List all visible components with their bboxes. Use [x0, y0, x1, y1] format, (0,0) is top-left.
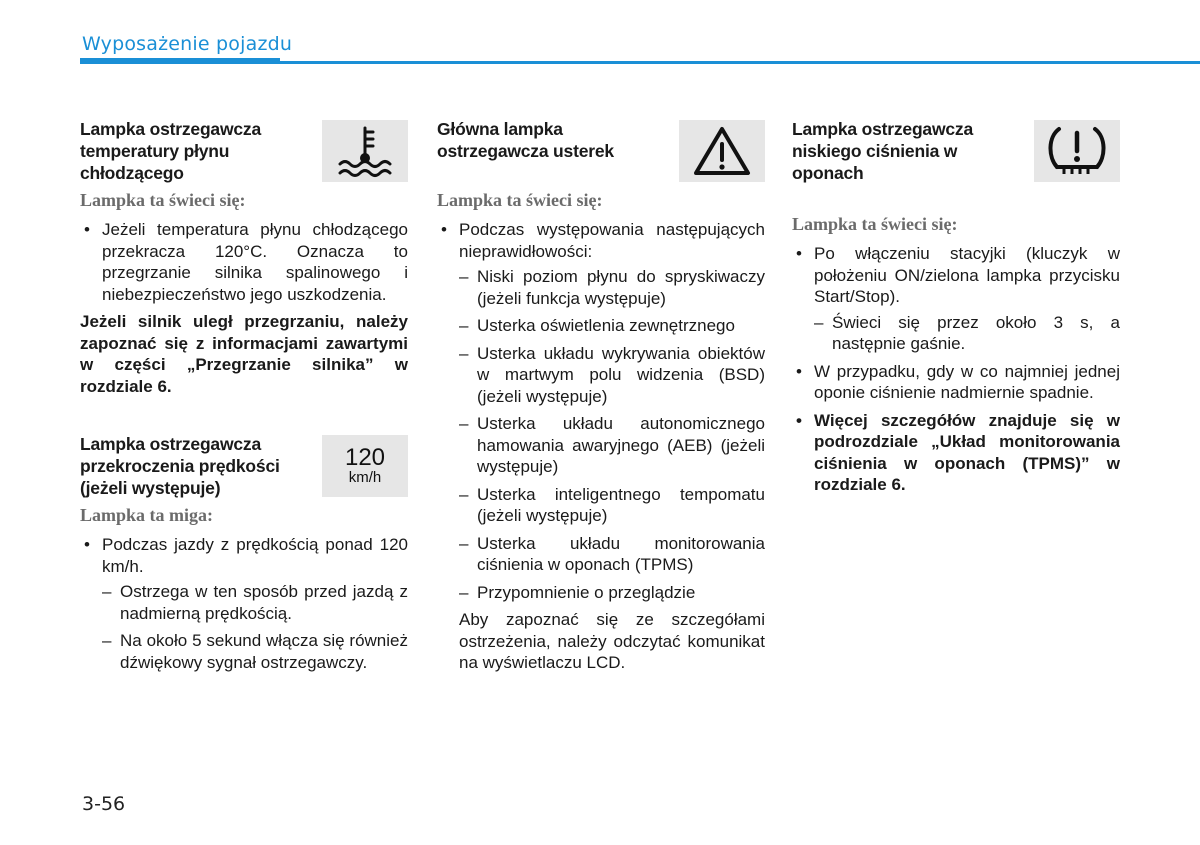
tpms-bullet-1-text: Po włączeniu stacyjki (kluczyk w położeniu ON/zielona lampka przycisku Start/Stop). [814, 244, 1120, 306]
coolant-section-title: Lampka ostrzegawcza temperatury płynu chłodzącego [80, 119, 261, 183]
column-3 [792, 118, 1120, 502]
tpms-bullet-1 [792, 243, 1120, 355]
master-warning-title: Główna lampka ostrzegawcza usterek [437, 119, 614, 161]
master-warning-bullet-text: Podczas występowania następujących nieprawidłowości: [459, 220, 765, 261]
master-warning-subhead: Lampka ta świeci się: [437, 190, 603, 210]
column-1 [80, 118, 408, 679]
master-warning-dash-5: – Usterka inteligentnego tempomatu (jeżeli występuje) [459, 484, 765, 527]
overspeed-icon-number: 120 [344, 444, 386, 471]
overspeed-dash-2: – Na około 5 sekund włącza się również dźwiękowy sygnał ostrzegawczy. [102, 630, 408, 673]
master-warning-dash-1: – Niski poziom płynu do spryskiwaczy (jeżeli funkcja występuje) [459, 266, 765, 309]
page-number: 3-56 [82, 793, 126, 815]
section-header-title: Wyposażenie pojazdu [82, 33, 293, 55]
master-warning-section-header [437, 118, 765, 182]
tpms-section-header [792, 118, 1120, 206]
header-rule-accent [80, 58, 280, 64]
overspeed-bullet [80, 534, 408, 673]
master-warning-dash-7: – Przypomnienie o przeglądzie [459, 582, 765, 604]
coolant-bullet: • Jeżeli temperatura płynu chłodzącego przekracza 120°C. Oznacza to przegrzanie silnika spalinowego i niebezpieczeństwo jego uszkodzenia. [80, 219, 408, 305]
coolant-bold-note: Jeżeli silnik uległ przegrzaniu, należy zapoznać się z informacjami zawartymi w części „Przegrzanie silnika” w rozdziale 6. [80, 312, 408, 396]
overspeed-subhead: Lampka ta miga: [80, 505, 214, 525]
tpms-section-title: Lampka ostrzegawcza niskiego ciśnienia w oponach [792, 119, 973, 183]
coolant-section-header [80, 118, 408, 184]
master-warning-bullet [437, 219, 765, 603]
overspeed-section-header [80, 433, 408, 499]
column-2 [437, 118, 765, 674]
overspeed-icon-unit: km/h [348, 469, 382, 486]
warning-triangle-icon [679, 120, 765, 182]
overspeed-dash-1: – Ostrzega w ten sposób przed jazdą z nadmierną prędkością. [102, 581, 408, 624]
tpms-subhead: Lampka ta świeci się: [792, 214, 958, 234]
master-warning-dash-2: – Usterka oświetlenia zewnętrznego [459, 315, 765, 337]
tpms-dash-1: – Świeci się przez około 3 s, a następnie gaśnie. [814, 312, 1120, 355]
tire-pressure-icon [1034, 120, 1120, 182]
tpms-bullet-2: • W przypadku, gdy w co najmniej jednej oponie ciśnienie nadmiernie spadnie. [792, 361, 1120, 404]
master-warning-dash-3: – Usterka układu wykrywania obiektów w martwym polu widzenia (BSD) (jeżeli występuje) [459, 343, 765, 408]
overspeed-section-title: Lampka ostrzegawcza przekroczenia prędkości (jeżeli występuje) [80, 434, 280, 498]
master-warning-closing: Aby zapoznać się ze szczegółami ostrzeżenia, należy odczytać komunikat na wyświetlaczu LCD. [459, 610, 765, 672]
master-warning-dash-4: – Usterka układu autonomicznego hamowania awaryjnego (AEB) (jeżeli występuje) [459, 413, 765, 478]
overspeed-bullet-text: Podczas jazdy z prędkością ponad 120 km/h. [102, 535, 408, 576]
master-warning-dash-6: – Usterka układu monitorowania ciśnienia w oponach (TPMS) [459, 533, 765, 576]
coolant-subhead: Lampka ta świeci się: [80, 190, 246, 210]
overspeed-icon [322, 435, 408, 497]
tpms-bullet-3: • Więcej szczegółów znajduje się w podrozdziale „Układ monitorowania ciśnienia w oponach (TPMS)” w rozdziale 6. [792, 410, 1120, 496]
coolant-temperature-icon [322, 120, 408, 182]
